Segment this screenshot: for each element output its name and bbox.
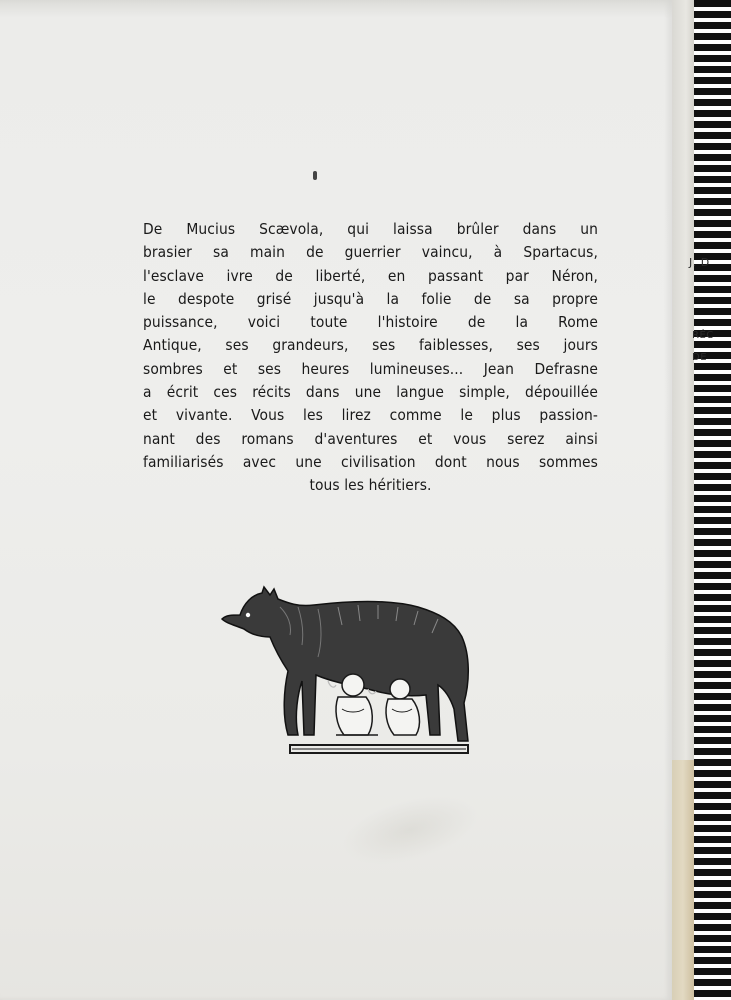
spine-title-text-2: DE	[692, 352, 708, 363]
cover-stain	[0, 0, 672, 18]
blurb-line: tous les héritiers.	[309, 476, 432, 495]
blurb-line: De Mucius Scævola, qui laissa brûler dans un	[143, 220, 598, 238]
cover-wear-mark	[335, 783, 486, 877]
binding-strip	[694, 0, 731, 1000]
blurb-line: puissance, voici toute l'histoire de la Rome	[143, 313, 598, 332]
blurb-line: brasier sa main de guerrier vaincu, à Spartacus,	[143, 243, 598, 262]
blurb-line: l'esclave ivre de liberté, en passant par Néron,	[143, 266, 598, 285]
blurb-line: sombres et ses heures lumineuses... Jean Defrasne	[143, 359, 598, 378]
blurb-line: Antique, ses grandeurs, ses faiblesses, ses jours	[143, 336, 598, 355]
blurb-line: familiarisés avec une civilisation dont nous sommes	[143, 452, 598, 471]
capitoline-wolf-icon	[218, 585, 486, 760]
back-cover-blurb	[143, 218, 598, 498]
blurb-line: et vivante. Vous les lirez comme le plus passion-	[143, 406, 598, 425]
spine-title-text-1: RÉC	[692, 330, 714, 341]
spine-worn-edge	[672, 760, 694, 1000]
blurb-line: nant des romans d'aventures et vous serez ainsi	[143, 429, 598, 448]
blurb-line: le despote grisé jusqu'à la folie de sa propre	[143, 289, 598, 308]
ink-speck	[313, 171, 317, 180]
spine-author-text: J. D	[689, 256, 710, 269]
blurb-line: a écrit ces récits dans une langue simple, dépouillée	[143, 383, 598, 402]
